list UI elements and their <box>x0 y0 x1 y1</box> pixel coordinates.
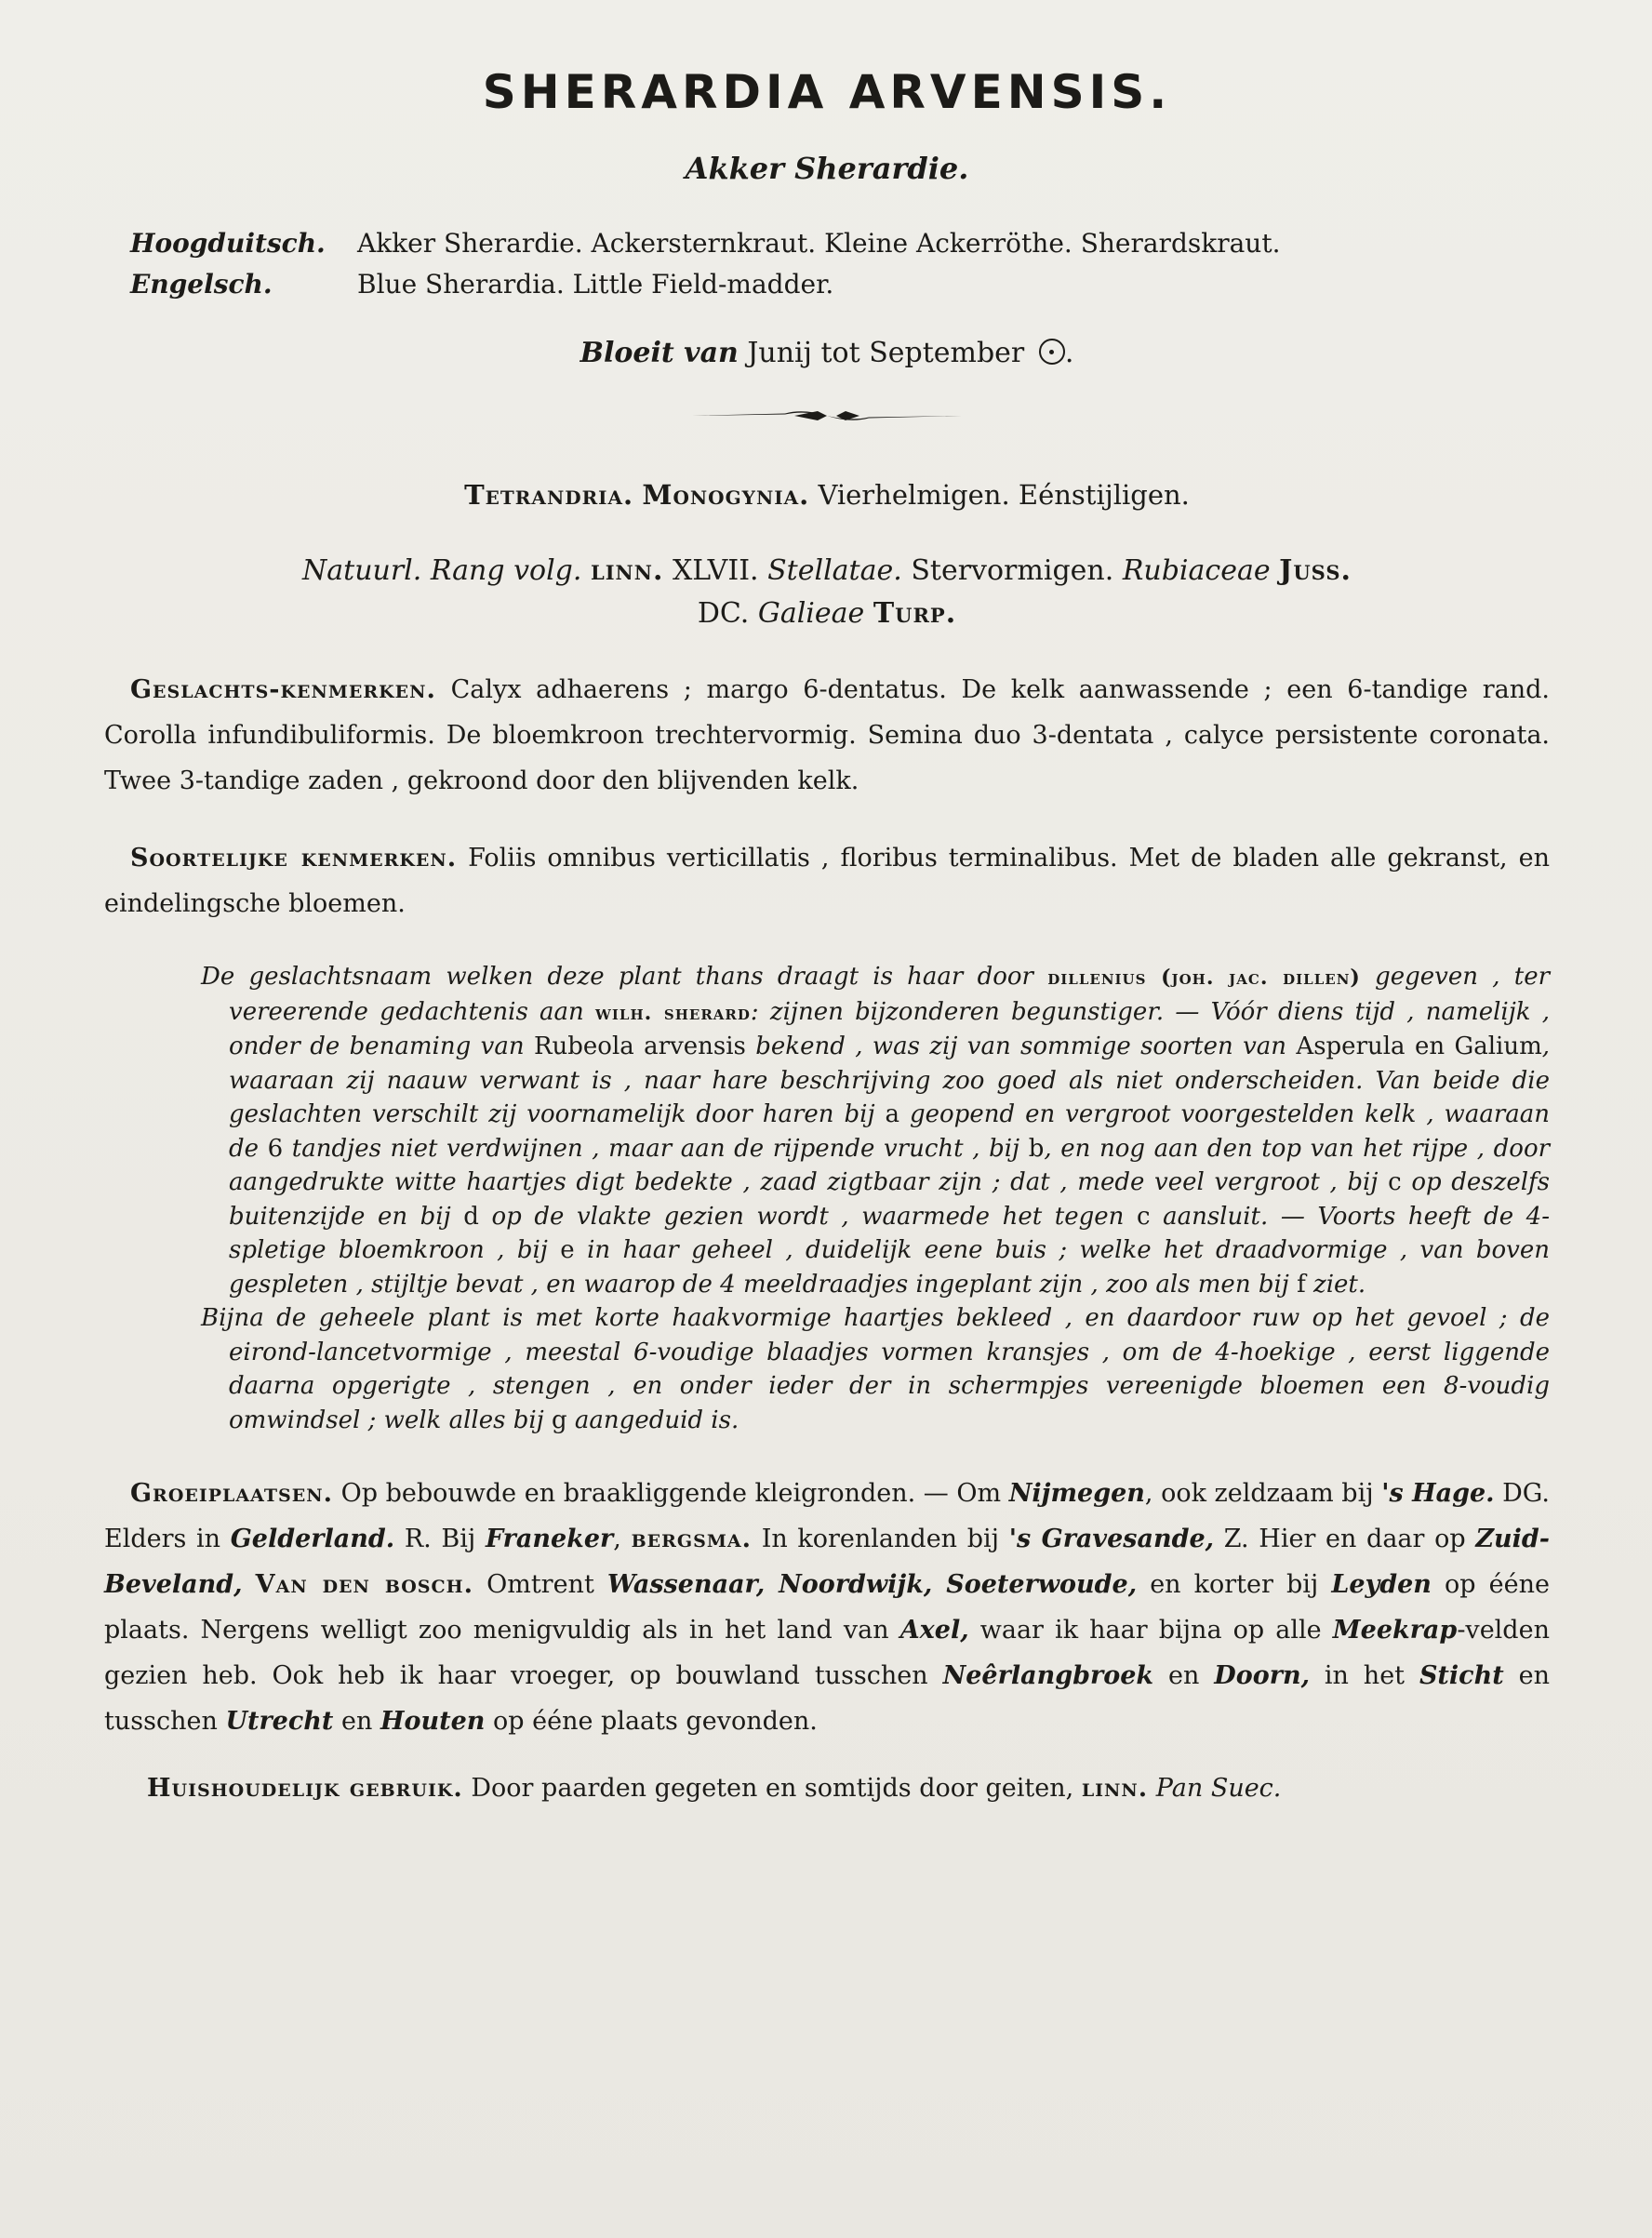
note1-t20: d <box>463 1202 479 1231</box>
note1-t27: ziet. <box>1313 1270 1366 1299</box>
note1-t17: , en nog aan den top van het rijpe , door aangedrukte witte haartjes digt bedekte , zaad zigtbaar zijn ; dat , mede veel vergroot , bij <box>229 1134 1551 1196</box>
english-names-row <box>130 264 1550 305</box>
use-ref: linn. <box>1081 1774 1149 1803</box>
growth-g15: Van den bosch. <box>255 1570 473 1599</box>
rank-rubiaceae: Rubiaceae <box>1122 554 1271 587</box>
growth-g25: Neêrlangbroek <box>942 1661 1154 1690</box>
english-names: Blue Sherardia. Little Field-madder. <box>357 269 834 300</box>
note1-t2: dillenius (joh. jac. dillen) <box>1047 966 1361 990</box>
note1-t8: Asperula <box>1296 1032 1406 1060</box>
bloom-months: Junij tot September <box>747 337 1025 369</box>
growth-g16: Omtrent <box>486 1570 594 1599</box>
use-work: Pan Suec. <box>1155 1774 1282 1803</box>
german-names: Akker Sherardie. Ackersternkraut. Kleine Ackerröthe. Sherardskraut. <box>357 228 1281 259</box>
growth-g24: -velden gezien heb. Ook heb ik haar vroeger, op bouwland tusschen <box>104 1616 1550 1690</box>
growth-g12: 's Gravesande, <box>1008 1525 1215 1553</box>
order-monogynia: Monogynia. <box>642 479 810 511</box>
note1-t26: f <box>1297 1270 1306 1299</box>
growth-lead: Groeiplaatsen. <box>130 1479 333 1508</box>
genus-characters <box>104 667 1550 804</box>
english-label: Engelsch. <box>130 269 273 300</box>
descriptive-note <box>201 960 1550 1437</box>
growth-g32: en <box>341 1707 373 1736</box>
note2-t1: Bijna de geheele plant is met korte haakvormige haartjes bekleed , en daardoor ruw op het gevoel ; de eirond-lancetvormige , meestal 6-voudige blaadjes vormen kransjes , om de 4-hoekige , eerst liggende daarna opgerigte , stengen , en onder ieder der in schermpjes vereenigde bloemen een 8-voudig omwindsel ; welk alles bij <box>201 1304 1550 1434</box>
genus-lead: Geslachts-kenmerken. <box>130 675 436 704</box>
growth-g14: Zuid-Beveland, <box>104 1525 1550 1599</box>
class-tetrandria: Tetrandria. <box>464 479 634 511</box>
growth-g30: en tusschen <box>104 1661 1550 1736</box>
bloom-end: . <box>1064 337 1074 369</box>
note1-t12: a <box>885 1100 900 1128</box>
note1-t4: wilh. sherard <box>595 1000 751 1025</box>
note-paragraph-2 <box>201 1301 1550 1437</box>
use-lead: Huishoudelijk gebruik. <box>147 1774 463 1803</box>
natural-rank <box>104 550 1550 635</box>
species-characters <box>104 835 1550 926</box>
note1-t18: c <box>1388 1168 1402 1196</box>
growth-g27: Doorn, <box>1214 1661 1310 1690</box>
growth-g9: , <box>613 1525 621 1553</box>
growth-g6: Gelderland. <box>230 1525 395 1553</box>
growth-g26: en <box>1168 1661 1200 1690</box>
rank-turp: Turp. <box>873 597 957 630</box>
note1-t15: tandjes niet verdwijnen , maar aan de rijpende vrucht , bij <box>291 1134 1020 1163</box>
growth-g29: Sticht <box>1419 1661 1504 1690</box>
growth-g19: Leyden <box>1331 1570 1432 1599</box>
rank-dutch: Stervormigen. <box>911 554 1114 587</box>
growth-g13: Z. Hier en daar op <box>1223 1525 1466 1553</box>
note1-t6: Rubeola arvensis <box>533 1032 746 1060</box>
rank-linn: linn. <box>590 554 664 587</box>
note1-t25: in haar geheel , duidelijk eene buis ; welke het draadvormige , van boven gespleten , stijltje bevat , en waarop de 4 meeldraadjes ingeplant zijn , zoo als men bij <box>229 1236 1551 1299</box>
note-paragraph-1 <box>201 960 1550 1301</box>
growth-g18: en korter bij <box>1150 1570 1319 1599</box>
class-dutch: Vierhelmigen. Eénstijligen. <box>818 479 1190 511</box>
growth-g2: Nijmegen <box>1008 1479 1145 1508</box>
growth-g33: Houten <box>380 1707 486 1736</box>
growth-g22: waar ik haar bijna op alle <box>979 1616 1322 1645</box>
note1-t3: gegeven , ter vereerende gedachtenis aan <box>229 963 1551 1026</box>
growth-g1: Op bebouwde en braakliggende kleigronden. — Om <box>340 1479 1002 1508</box>
annual-symbol-icon <box>1039 339 1065 365</box>
note1-t23: aansluit. — Voorts heeft de 4-spletige bloemkroon , bij <box>229 1202 1550 1264</box>
flowering-period <box>104 337 1550 369</box>
growth-g34: op ééne plaats gevonden. <box>493 1707 818 1736</box>
species-text: Foliis omnibus verticillatis , floribus terminalibus. Met de bladen alle gekranst, en eindelingsche bloemen. <box>104 844 1550 918</box>
rank-lead: Natuurl. Rang volg. <box>302 554 582 587</box>
growth-g31: Utrecht <box>225 1707 334 1736</box>
growth-g20: op ééne plaats. Nergens welligt zoo menigvuldig als in het land van <box>104 1570 1550 1645</box>
rank-dc: DC. <box>697 597 750 630</box>
growth-g11: In korenlanden bij <box>761 1525 1000 1553</box>
note2-t3: aangeduid is. <box>574 1405 739 1434</box>
note1-t19: op deszelfs buitenzijde en bij <box>229 1168 1551 1231</box>
species-title: SHERARDIA ARVENSIS. <box>482 65 1172 119</box>
note1-t21: op de vlakte gezien wordt , waarmede het tegen <box>491 1202 1125 1231</box>
linnaean-class <box>104 479 1550 511</box>
note1-t14: 6 <box>267 1134 284 1163</box>
note1-t22: c <box>1136 1202 1151 1231</box>
growth-g4: 's Hage. <box>1381 1479 1495 1508</box>
note1-t24: e <box>560 1236 575 1264</box>
note1-t9: en <box>1414 1032 1446 1060</box>
domestic-use <box>104 1774 1550 1803</box>
note1-t11: , waaraan zij naauw verwant is , naar hare beschrijving zoo goed als niet onderscheiden. Van beide die geslachten verschilt zij voornamelijk door haren bij <box>229 1032 1551 1128</box>
growth-locations <box>104 1471 1550 1744</box>
growth-g23: Meekrap <box>1332 1616 1458 1645</box>
note1-t7: bekend , was zij van sommige soorten van <box>755 1032 1287 1060</box>
german-label: Hoogduitsch. <box>130 228 326 259</box>
growth-g3: , ook zeldzaam bij <box>1144 1479 1374 1508</box>
german-names-row <box>130 223 1550 264</box>
growth-g10: bergsma. <box>631 1525 753 1553</box>
ornament-divider-icon <box>692 406 962 425</box>
note2-t2: g <box>552 1405 567 1434</box>
note1-t16: b <box>1028 1134 1045 1163</box>
species-lead: Soortelijke kenmerken. <box>130 844 458 873</box>
growth-g28: in het <box>1324 1661 1406 1690</box>
genus-text: Calyx adhaerens ; margo 6-dentatus. De kelk aanwassende ; een 6-tandige rand. Corolla infundibuliformis. De bloemkroon trechtervormig. Semina duo 3-dentata , calyce persistente coronata. Twee 3-tandige zaden , gekroond door den blijvenden kelk. <box>104 675 1550 795</box>
vernacular-names <box>130 223 1550 305</box>
growth-g21: Axel, <box>899 1616 969 1645</box>
growth-g7: R. Bij <box>404 1525 476 1553</box>
note1-t13: geopend en vergroot voorgestelden kelk , waaraan de <box>229 1100 1550 1163</box>
rank-galieae: Galieae <box>757 597 865 630</box>
note1-t1: De geslachtsnaam welken deze plant thans draagt is haar door <box>201 963 1033 991</box>
rank-juss: Juss. <box>1279 554 1352 587</box>
bloom-lead: Bloeit van <box>580 337 739 369</box>
growth-g5: DG. Elders in <box>104 1479 1550 1553</box>
note1-t5: : zijnen bijzonderen begunstiger. — Vóór diens tijd , namelijk , onder de benaming van <box>229 997 1551 1060</box>
growth-g8: Franeker <box>485 1525 614 1553</box>
growth-g17: Wassenaar, Noordwijk, Soeterwoude, <box>606 1570 1138 1599</box>
rank-stellatae: Stellatae. <box>767 554 902 587</box>
note1-t10: Galium <box>1454 1032 1542 1060</box>
rank-number: XLVII. <box>672 554 759 587</box>
use-text: Door paarden gegeten en somtijds door geiten, <box>471 1774 1074 1803</box>
dutch-name: Akker Sherardie. <box>685 151 969 186</box>
